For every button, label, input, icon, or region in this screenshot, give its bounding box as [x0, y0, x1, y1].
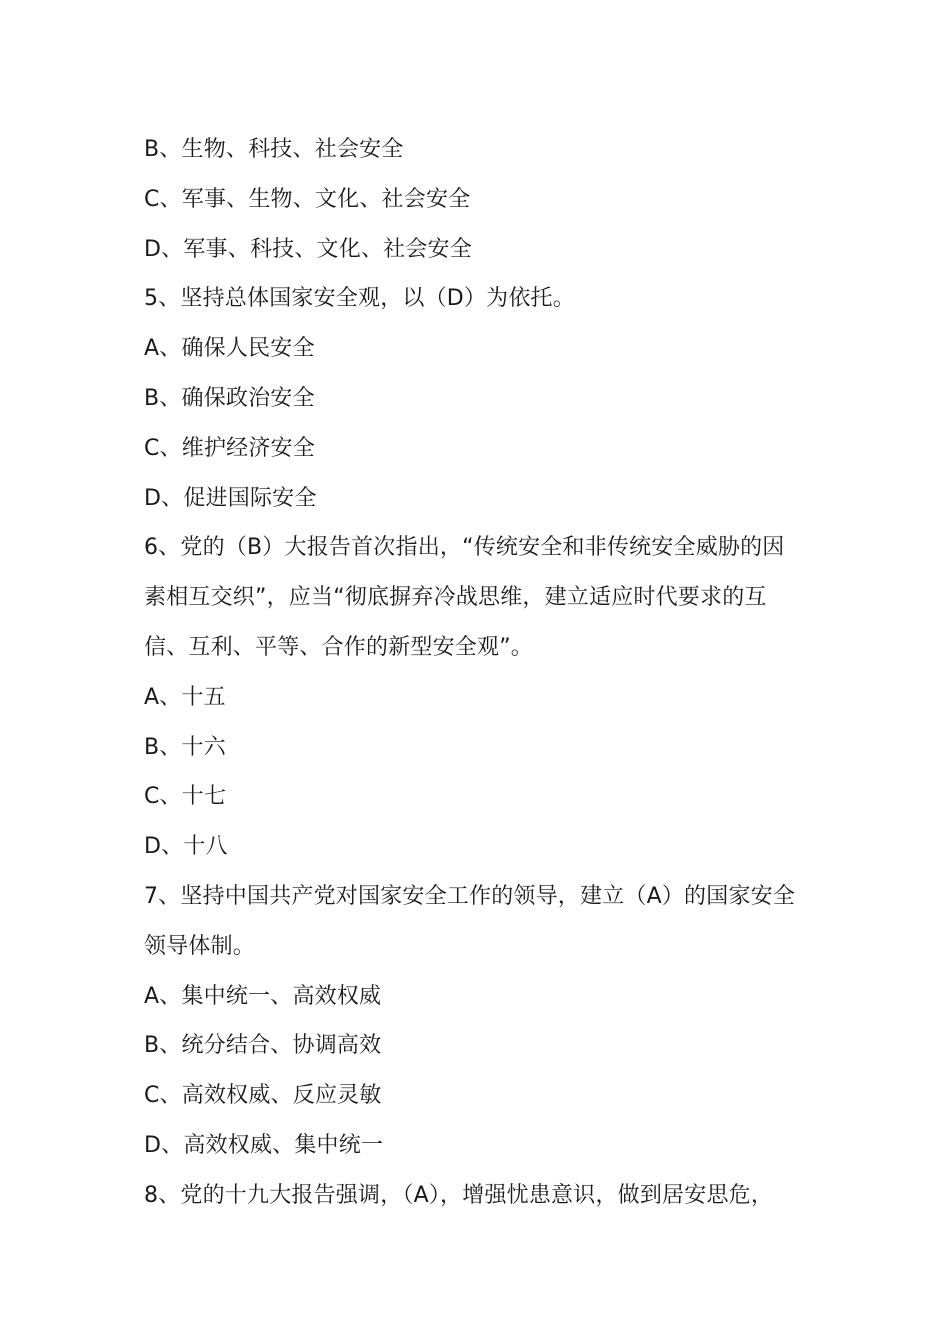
option-d-q4: D、军事、科技、文化、社会安全 — [144, 236, 472, 262]
question-7-line-1: 7、坚持中国共产党对国家安全工作的领导，建立（A）的国家安全 — [144, 883, 796, 909]
option-b-q6: B、十六 — [144, 734, 226, 760]
option-d-q5: D、促进国际安全 — [144, 485, 317, 511]
question-6-line-3: 信、互利、平等、合作的新型安全观”。 — [144, 634, 533, 660]
question-5: 5、坚持总体国家安全观，以（D）为依托。 — [144, 286, 575, 312]
option-d-q6: D、十八 — [144, 834, 228, 860]
option-c-q4: C、军事、生物、文化、社会安全 — [144, 186, 471, 212]
option-a-q6: A、十五 — [144, 684, 226, 710]
option-b-q4: B、生物、科技、社会安全 — [144, 137, 404, 162]
option-d-q7: D、高效权威、集中统一 — [144, 1132, 384, 1158]
document-body — [144, 125, 814, 1221]
option-c-q5: C、维护经济安全 — [144, 435, 315, 461]
option-c-q7: C、高效权威、反应灵敏 — [144, 1083, 382, 1109]
option-a-q7: A、集中统一、高效权威 — [144, 983, 382, 1009]
question-7-line-2: 领导体制。 — [144, 933, 256, 959]
option-b-q5: B、确保政治安全 — [144, 385, 315, 411]
option-b-q7: B、统分结合、协调高效 — [144, 1033, 382, 1059]
question-6-line-1: 6、党的（B）大报告首次指出，“传统安全和非传统安全威胁的因 — [144, 535, 785, 561]
question-6-line-2: 素相互交织”，应当“彻底摒弃冷战思维，建立适应时代要求的互 — [144, 585, 767, 611]
option-a-q5: A、确保人民安全 — [144, 336, 315, 362]
question-8-line-1: 8、党的十九大报告强调，（A），增强忧患意识，做到居安思危， — [144, 1182, 774, 1208]
option-c-q6: C、十七 — [144, 784, 227, 810]
